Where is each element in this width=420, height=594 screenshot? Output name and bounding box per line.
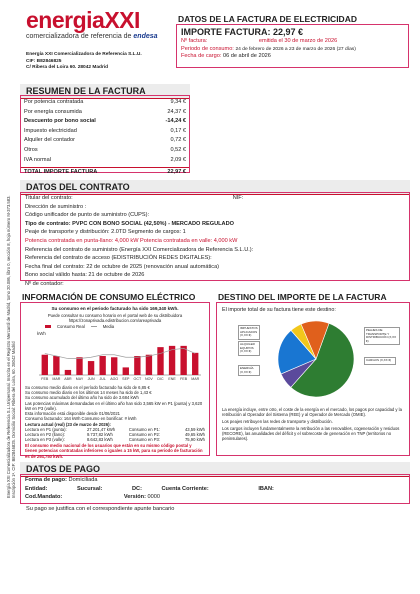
invoice-number-label: Nº factura:: [181, 38, 208, 44]
contract-heading: DATOS DEL CONTRATO: [20, 180, 410, 195]
x-tick-label: DIC: [157, 377, 164, 382]
brand-tagline: comercializadora de referencia de: [26, 33, 132, 40]
bar-consumo-real: [192, 353, 198, 375]
contract-box: [20, 192, 410, 287]
reading-row: Lectura en P3 (valle): 8.642,83 kWh Consumo en P3: 75,90 kWh: [25, 437, 205, 443]
x-tick-label: MAR: [52, 377, 61, 382]
payment-account: Cuenta Corriente:: [161, 485, 209, 492]
legend-real-swatch: [45, 325, 51, 328]
destination-paragraph: La energía incluye, entre otro, el coste de la energía en el mercado, los pagos por capacidad y la retribución al Operador del Sistema (REE) y al Operador de Mercado (OMIE).: [222, 407, 402, 418]
invoice-heading: DATOS DE LA FACTURA DE ELECTRICIDAD: [178, 14, 357, 24]
summary-heading: RESUMEN DE LA FACTURA: [20, 84, 190, 99]
summary-total: TOTAL IMPORTE FACTURA 22,97 €: [24, 169, 186, 176]
company-line2: CIF: B82846825: [26, 58, 62, 64]
note: Su consumo medio diario en el período facturado ha sido de 6,85 €: [25, 385, 150, 391]
invoice-box: [176, 24, 409, 68]
x-tick-label: SEP: [122, 377, 130, 382]
readings-table: [25, 427, 205, 442]
consumption-info2: https://zonaprivada.edistribucion.com/areaprivada: [68, 318, 162, 324]
payment-mandate: Cod.Mandato:: [25, 494, 63, 501]
summary-row: Por energía consumida 24,37 €: [24, 108, 186, 115]
x-tick-label: ABR: [64, 377, 72, 382]
contract-holder: Titular del contrato:: [25, 195, 73, 201]
note: Su consumo acumulado del último año ha sido de 3.684 kWh: [25, 395, 139, 401]
invoice-issued: emitida el 30 de marzo de 2026: [258, 38, 338, 44]
contract-end: Fecha final del contrato: 22 de octubre de 2025 (renovación anual automática): [25, 263, 220, 270]
summary-row: IVA normal 2,09 €: [24, 156, 186, 163]
consumption-chart: [25, 329, 205, 385]
summary-row: Otros 0,52 €: [24, 146, 186, 153]
payment-dc: DC:: [132, 485, 142, 492]
legend-avg-swatch: [91, 326, 97, 327]
consumption-info1: Puede consultar su consumo horario en el portal web de su distribuidora: [47, 313, 183, 318]
company-line3: C/ Ribera del Loira 60. 28042 Madrid: [26, 65, 109, 71]
payment-version-value: 0000: [147, 494, 160, 501]
note: Las potencias máximas demandadas en el último año han sido 3,565 kW en P1 (punta) y 3,620 kW en P3 (valle).: [25, 400, 203, 411]
destination-box: [216, 302, 410, 456]
consumption-notes: [25, 385, 205, 421]
pie-label-rental: ALQUILER EQUIPOS (X,XX €): [238, 341, 260, 356]
x-tick-label: ENE: [168, 377, 176, 382]
summary-row: Por potencia contratada 9,34 €: [24, 99, 186, 105]
x-tick-label: MAY: [75, 377, 84, 382]
payment-version-label: Versión:: [123, 494, 146, 501]
destination-heading: DESTINO DEL IMPORTE DE LA FACTURA: [218, 292, 387, 302]
legend-real: Consumo Real: [57, 324, 85, 330]
bar-consumo-real: [111, 358, 117, 376]
summary-row: Alquiler del contador 0,72 €: [24, 137, 186, 144]
contract-distributor: Referencia del contrato de suministro (Energía XXI Comercializadora de Referencia S.L.U.):: [25, 246, 254, 253]
x-tick-label: FEB: [41, 377, 49, 382]
contract-power: Potencia contratada en punta-llano: 4,000 kW Potencia contratada en valle: 4,000 kW: [25, 237, 238, 244]
chart-ylabel: kWh: [37, 331, 46, 337]
contract-bono: Bono social válido hasta: 21 de octubre de 2026: [25, 272, 145, 279]
consumption-footnote: El consumo medio nacional de los usuarios que están en su mismo código postal y tienen potencias contratadas inferiores o iguales a 15 kW, para su periodo de facturación es de 294,750 kWh.: [25, 443, 203, 459]
invoice-charge-value: 06 de abril de 2026: [223, 53, 271, 60]
note: Consumo facturado: 164 kWh Consumo en bonificar: # kWh: [25, 415, 137, 421]
bar-consumo-real: [123, 368, 129, 376]
invoice-charge-label: Fecha de cargo:: [181, 53, 222, 60]
x-tick-label: NOV: [145, 377, 153, 382]
brand-tagline-endesa: endesa: [133, 33, 158, 40]
consumption-avg: Su consumo en el periodo facturado ha sido 169,340 kWh.: [51, 306, 179, 311]
reading-row: Lectura en P1 (punta): 27.201,47 kWh Consumo en P1: 43,59 kWh: [25, 427, 205, 433]
contract-meter: Nº de contador:: [25, 280, 64, 287]
payment-note: Su pago se justifica con el correspondiente apunte bancario: [26, 506, 175, 512]
x-tick-label: AGO: [110, 377, 119, 382]
pie-label-taxes: IMPUESTOS APLICADOS (X,XX €): [238, 325, 260, 340]
contract-toll: Peaje de transporte y distribución: 2.0TD Segmento de cargos: 1: [25, 229, 186, 236]
note: Esta información está disponible desde 01/06/2021: [25, 410, 120, 416]
summary-row: Impuesto electricidad 0,17 €: [24, 127, 186, 134]
payment-heading: DATOS DE PAGO: [20, 462, 410, 477]
company-info: [26, 52, 142, 72]
payment-form-label: Forma de pago:: [25, 477, 67, 483]
payment-iban: IBAN:: [258, 485, 274, 492]
contract-supply: Dirección de suministro :: [25, 203, 87, 210]
x-tick-label: FEB: [180, 377, 188, 382]
invoice-period-value: 24 de febrero de 2026 a 23 de marzo de 2026 (27 días): [235, 46, 356, 52]
contract-tariff: Tipo de contrato: PVPC CON BONO SOCIAL (42,50%) - MERCADO REGULADO: [25, 220, 234, 227]
brand-name: energiaXXI: [26, 7, 140, 33]
legal-side-text: Energía XXI Comercializadora de Referencia S.L.Unipersonal. Inscrita en el Registro Mercantil de Madrid, tomo 20.086, libro 0, sección 8, hoja número M-373.583. Inscripción 1ª. CIF: B82846825. Domicilio Social: Ribera del Loira, 60. 28042 Madrid: [6, 195, 17, 498]
destination-text: [222, 407, 404, 442]
bar-consumo-real: [146, 355, 152, 375]
bar-consumo-real: [42, 355, 48, 375]
consumption-box: [20, 302, 210, 459]
bar-consumo-real: [88, 361, 94, 375]
legend-avg: Media: [102, 324, 115, 330]
x-tick-label: JUN: [87, 377, 95, 382]
company-line1: Energía XXI Comercializadora de Referencia S.L.U.: [26, 52, 142, 57]
destination-paragraph: Los peajes retribuyen las redes de transporte y distribución.: [222, 419, 333, 425]
destination-intro: El importe total de su factura tiene este destino:: [222, 307, 336, 313]
pie-label-charges: CARGOS (X,XX €): [364, 357, 396, 365]
payment-form-value: Domiciliada: [68, 477, 98, 483]
bar-consumo-real: [65, 370, 71, 375]
x-tick-label: OCT: [133, 377, 142, 382]
payment-box: [20, 474, 410, 504]
bar-consumo-real: [99, 356, 105, 375]
bar-consumo-real: [157, 347, 163, 375]
bar-consumo-real: [76, 358, 82, 376]
contract-cups: Código unificador de punto de suministro (CUPS):: [25, 212, 150, 219]
bar-consumo-real: [180, 346, 186, 375]
note: Su consumo medio diario en los últimos 14 meses ha sido de 1,43 €: [25, 390, 152, 396]
bar-consumo-real: [53, 356, 59, 375]
destination-paragraph: Los cargos incluyen fundamentalmente la retribución a las renovables, cogeneración y residuos (RECORE), las anualidades del déficit y el sobrecoste de generación en TNP (territorios no peninsulares).: [222, 426, 400, 442]
brand-logo: [26, 8, 176, 48]
payment-branch: Sucursal:: [76, 485, 103, 492]
payment-entity: Entidad:: [25, 485, 48, 492]
contract-nif: NIF:: [232, 195, 244, 201]
x-tick-label: MAR: [191, 377, 200, 382]
consumption-heading: INFORMACIÓN DE CONSUMO ELÉCTRICO: [22, 292, 196, 302]
invoice-amount: IMPORTE FACTURA: 22,97 €: [181, 27, 304, 37]
summary-box: [20, 95, 190, 176]
invoice-period-label: Periodo de consumo:: [181, 45, 234, 52]
reading-row: Lectura en P2 (llano): 9.737,82 kWh Consumo en P2: 49,65 kWh: [25, 432, 205, 438]
contract-access: Referencia del contrato de acceso (EDISTRIBUCIÓN REDES DIGITALES):: [25, 255, 212, 262]
x-tick-label: JUL: [99, 377, 106, 382]
reading-title: Lectura actual (real) (23 de marzo de 2026):: [25, 421, 111, 427]
bar-consumo-real: [134, 356, 140, 375]
pie-label-toll: PEAJES DE TRANSPORTE Y DISTRIBUCIÓN (X,XX €): [364, 327, 400, 345]
summary-row: Descuento por bono social -14,24 €: [24, 118, 186, 125]
pie-label-energy: ENERGÍA (X,XX €): [238, 365, 260, 376]
